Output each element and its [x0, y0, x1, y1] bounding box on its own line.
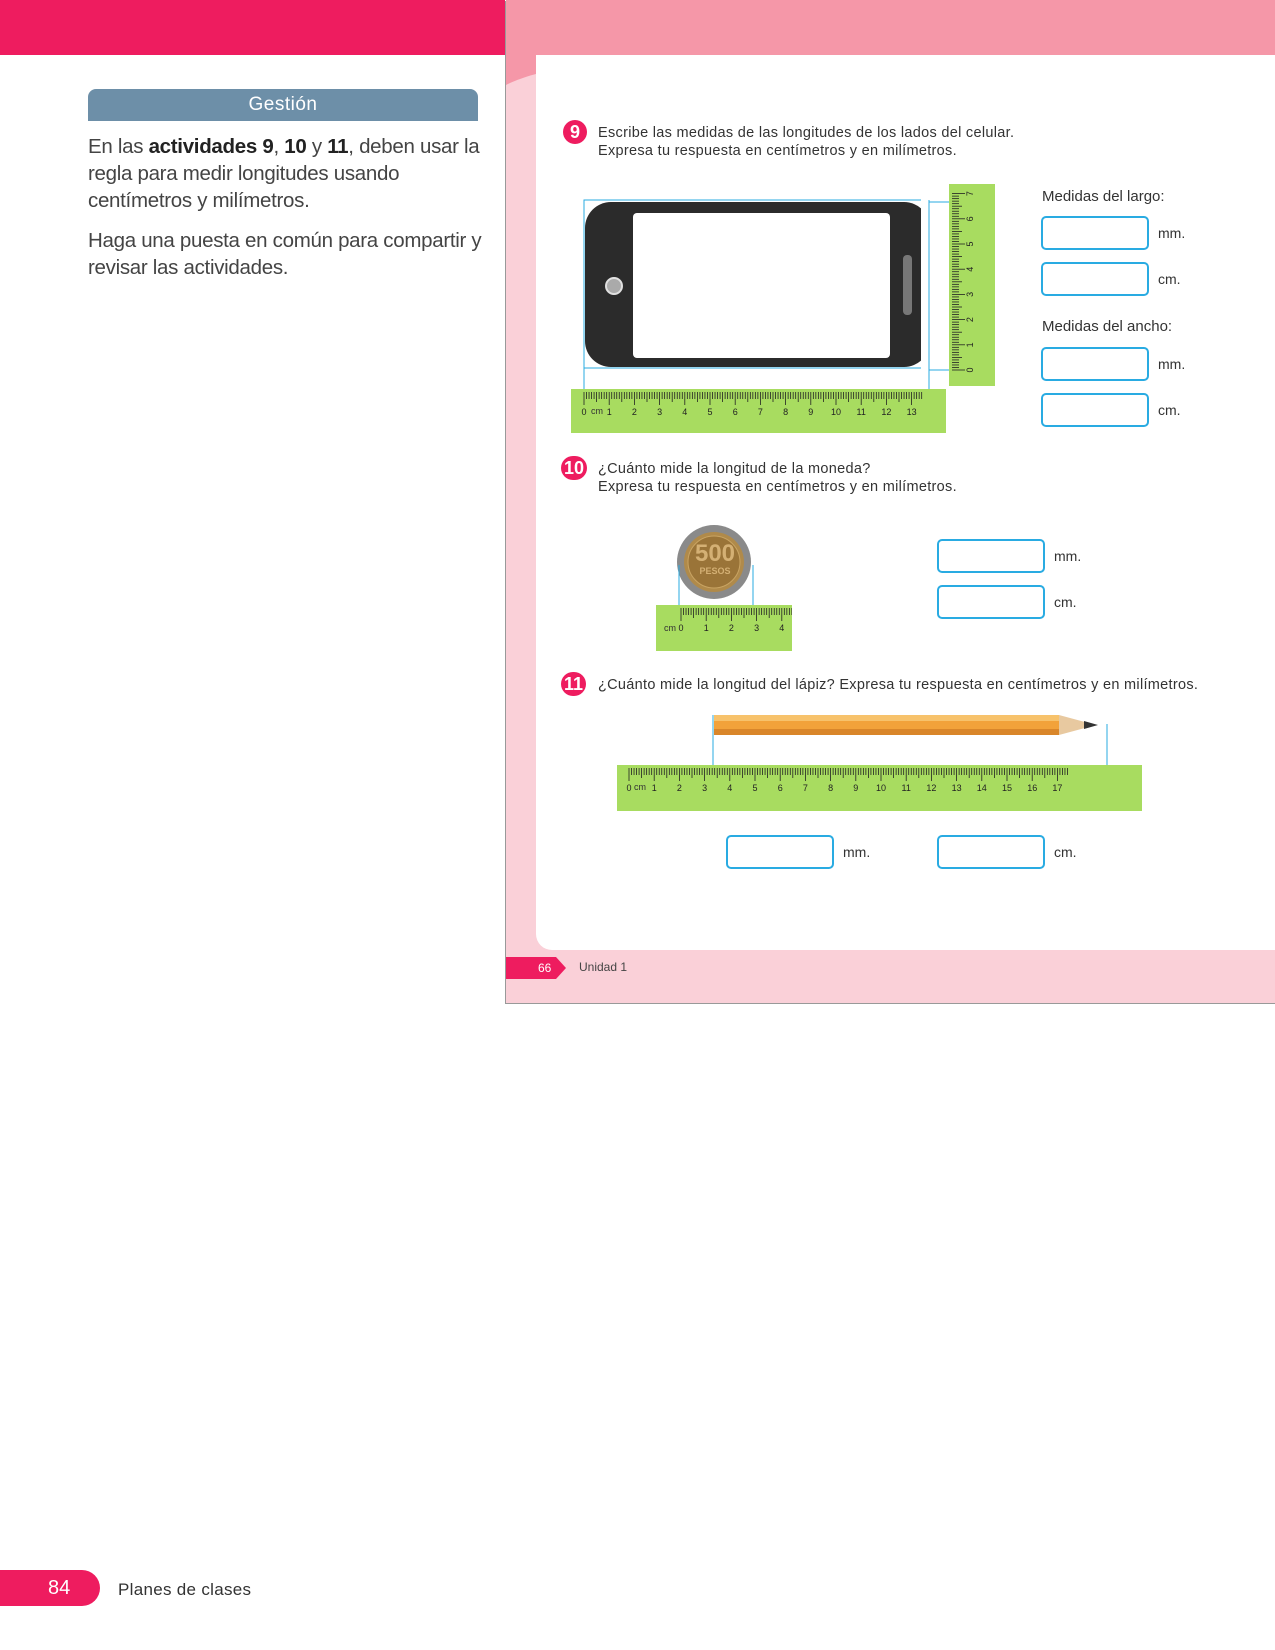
- bottom-section-label: Planes de clases: [118, 1580, 252, 1599]
- gestion-header: Gestión: [88, 89, 478, 121]
- ruler-number: 6: [732, 407, 738, 417]
- ruler-number: 12: [881, 407, 892, 417]
- ruler-number: 7: [802, 783, 808, 793]
- ruler-number: 0: [678, 623, 684, 633]
- lapiz-mm-unit: mm.: [843, 844, 871, 860]
- ruler-number: 2: [676, 783, 682, 793]
- ancho-label: Medidas del ancho:: [1042, 318, 1173, 335]
- bottom-page-number: 84: [48, 1577, 71, 1599]
- ruler-number: 2: [965, 317, 975, 323]
- ruler-number: 0: [965, 367, 975, 373]
- text-span: y: [306, 135, 328, 158]
- gestion-paragraph-1: [88, 133, 483, 214]
- ruler-number: 0: [626, 783, 632, 793]
- largo-label: Medidas del largo:: [1042, 188, 1165, 205]
- ruler-number: 4: [727, 783, 733, 793]
- top-color-band: [0, 0, 505, 55]
- ruler-number: 17: [1052, 783, 1063, 793]
- moneda-mm-input[interactable]: [937, 539, 1045, 573]
- ruler-number: 1: [965, 342, 975, 348]
- question-10-line-1: ¿Cuánto mide la longitud de la moneda?: [598, 461, 871, 477]
- question-10-number: 10: [561, 456, 587, 480]
- ruler-number: 7: [757, 407, 763, 417]
- ruler-number: 6: [777, 783, 783, 793]
- ruler-number: 1: [606, 407, 612, 417]
- ruler-number: 7: [965, 191, 975, 197]
- ruler-number: 3: [965, 291, 975, 297]
- ruler-number: 13: [951, 783, 962, 793]
- ruler-number: 8: [783, 407, 789, 417]
- coin-ruler: [656, 605, 792, 651]
- ruler-number: 13: [906, 407, 917, 417]
- bold-span: 11: [327, 135, 349, 158]
- unit-label: Unidad 1: [579, 960, 628, 974]
- largo-cm-unit: cm.: [1158, 271, 1181, 287]
- ruler-cm-label: cm: [664, 623, 676, 633]
- question-9-line-2: Expresa tu respuesta en centímetros y en milímetros.: [598, 143, 957, 159]
- ruler-number: 6: [965, 216, 975, 222]
- question-9-line-1: Escribe las medidas de las longitudes de los lados del celular.: [598, 125, 1015, 141]
- lapiz-cm-unit: cm.: [1054, 844, 1077, 860]
- ruler-ticks: [656, 605, 792, 651]
- ruler-number: 10: [875, 783, 887, 793]
- gestion-body: [88, 133, 483, 294]
- ancho-cm-unit: cm.: [1158, 402, 1181, 418]
- text-span: , deben usar la regla para medir longitudes usando centímetros y milímetros.: [88, 135, 480, 212]
- ruler-number: 5: [752, 783, 758, 793]
- bold-span: actividades 9: [148, 135, 274, 158]
- largo-mm-unit: mm.: [1158, 225, 1186, 241]
- coin-guide-lines: [506, 0, 1275, 700]
- text-span: ,: [273, 135, 285, 158]
- ruler-number: 12: [926, 783, 937, 793]
- ruler-number: 8: [828, 783, 834, 793]
- ruler-number: 2: [631, 407, 637, 417]
- ruler-number: 1: [651, 783, 657, 793]
- ruler-number: 16: [1027, 783, 1038, 793]
- ruler-number: 10: [830, 407, 842, 417]
- ruler-number: 9: [853, 783, 859, 793]
- ruler-cm-label: cm: [634, 782, 646, 792]
- pencil-ruler: [617, 765, 1142, 811]
- question-10-line-2: Expresa tu respuesta en centímetros y en milímetros.: [598, 479, 957, 495]
- ancho-mm-unit: mm.: [1158, 356, 1186, 372]
- student-page: [506, 0, 1275, 1003]
- ruler-number: 15: [1001, 783, 1013, 793]
- ruler-number: 4: [779, 623, 785, 633]
- ruler-number: 5: [965, 241, 975, 247]
- ruler-number: 3: [657, 407, 663, 417]
- page-number: 66: [538, 961, 552, 975]
- pencil-illustration: [706, 710, 1126, 770]
- moneda-cm-input[interactable]: [937, 585, 1045, 619]
- ruler-ticks: [617, 765, 1142, 811]
- ruler-number: 4: [682, 407, 688, 417]
- text-span: En las: [88, 135, 149, 158]
- lapiz-mm-input[interactable]: [726, 835, 834, 869]
- question-9-number: 9: [563, 120, 587, 144]
- ruler-number: 0: [581, 407, 587, 417]
- question-11-number: 11: [561, 672, 586, 696]
- bold-span: 10: [284, 135, 307, 158]
- ruler-number: 5: [707, 407, 713, 417]
- page-number-tab: [506, 957, 566, 979]
- question-11-line-1: ¿Cuánto mide la longitud del lápiz? Expresa tu respuesta en centímetros y en milímetros.: [598, 677, 1199, 693]
- ruler-number: 3: [702, 783, 708, 793]
- ruler-number: 9: [808, 407, 814, 417]
- gestion-paragraph-2: Haga una puesta en común para compartir y revisar las actividades.: [88, 229, 482, 279]
- ruler-number: 4: [965, 266, 975, 272]
- coin-word: PESOS: [699, 566, 731, 576]
- ruler-number: 11: [901, 783, 911, 793]
- ruler-number: 3: [754, 623, 760, 633]
- ruler-number: 1: [703, 623, 709, 633]
- ruler-cm-label: cm: [591, 406, 603, 416]
- ruler-number: 14: [976, 783, 987, 793]
- ruler-number: 11: [856, 407, 866, 417]
- moneda-mm-unit: mm.: [1054, 548, 1082, 564]
- ruler-number: 2: [728, 623, 734, 633]
- coin-value: 500: [694, 540, 736, 567]
- lapiz-cm-input[interactable]: [937, 835, 1045, 869]
- moneda-cm-unit: cm.: [1054, 594, 1077, 610]
